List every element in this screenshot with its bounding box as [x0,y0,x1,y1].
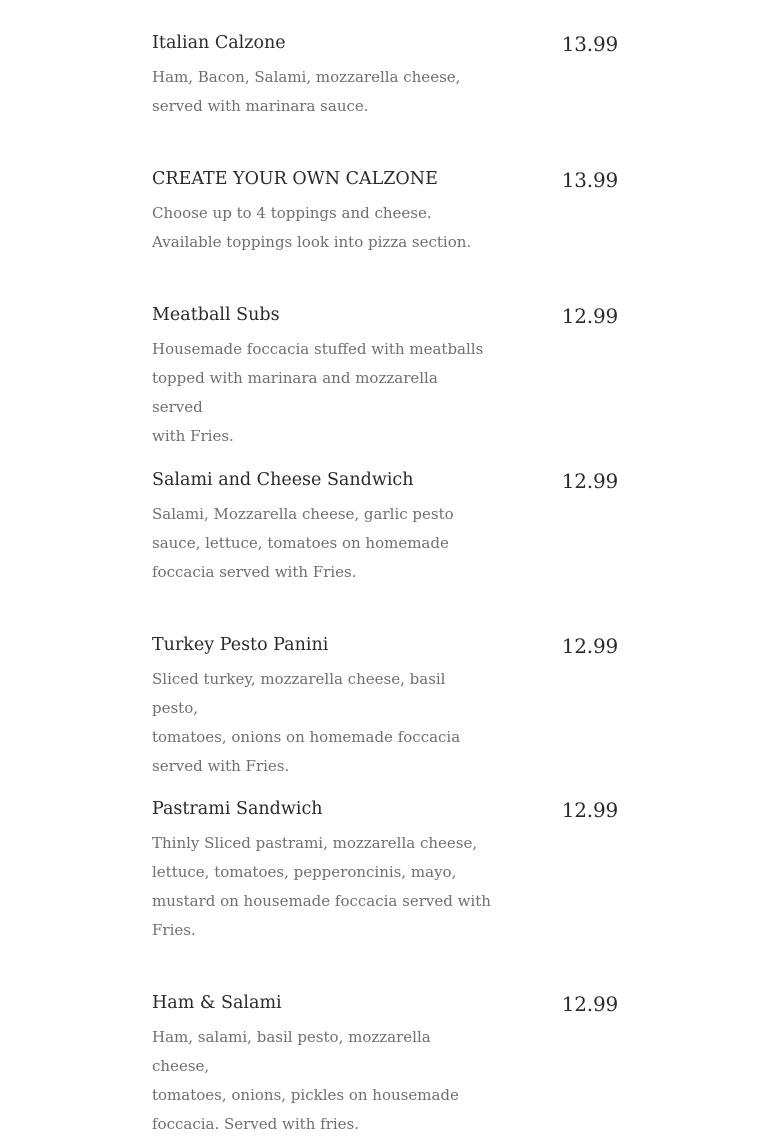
menu-item-price: 13.99 [561,32,618,56]
menu-item-name: Meatball Subs [152,305,280,325]
menu-item-name: Ham & Salami [152,993,282,1013]
menu-item-name: CREATE YOUR OWN CALZONE [152,169,438,189]
menu-item-price: 12.99 [561,469,618,493]
menu-item-description: Ham, Bacon, Salami, mozzarella cheese, served with marinara sauce. [152,68,461,115]
menu-item-description: Ham, salami, basil pesto, mozzarella cheese, tomatoes, onions, pickles on housemade foccacia. Served with fries. [152,1028,459,1133]
menu-item-name: Pastrami Sandwich [152,799,323,819]
menu-item-price: 12.99 [561,798,618,822]
menu-item-description: Salami, Mozzarella cheese, garlic pesto sauce, lettuce, tomatoes on homemade foccacia served with Fries. [152,505,454,581]
menu-item-price: 13.99 [561,168,618,192]
menu-item-price: 12.99 [561,304,618,328]
menu-item-description: Housemade foccacia stuffed with meatballs topped with marinara and mozzarella served with Fries. [152,340,484,445]
menu-item-name: Italian Calzone [152,33,286,53]
menu-item-name: Salami and Cheese Sandwich [152,470,414,490]
menu-item-price: 12.99 [561,992,618,1016]
menu-item-description: Choose up to 4 toppings and cheese. Available toppings look into pizza section. [152,204,472,251]
menu-item-description: Thinly Sliced pastrami, mozzarella cheese, lettuce, tomatoes, pepperoncinis, mayo, mustard on housemade foccacia served with Fries. [152,834,491,939]
menu-item-name: Turkey Pesto Panini [152,635,329,655]
menu-item-description: Sliced turkey, mozzarella cheese, basil pesto, tomatoes, onions on homemade foccacia served with Fries. [152,670,461,775]
menu-item-price: 12.99 [561,634,618,658]
